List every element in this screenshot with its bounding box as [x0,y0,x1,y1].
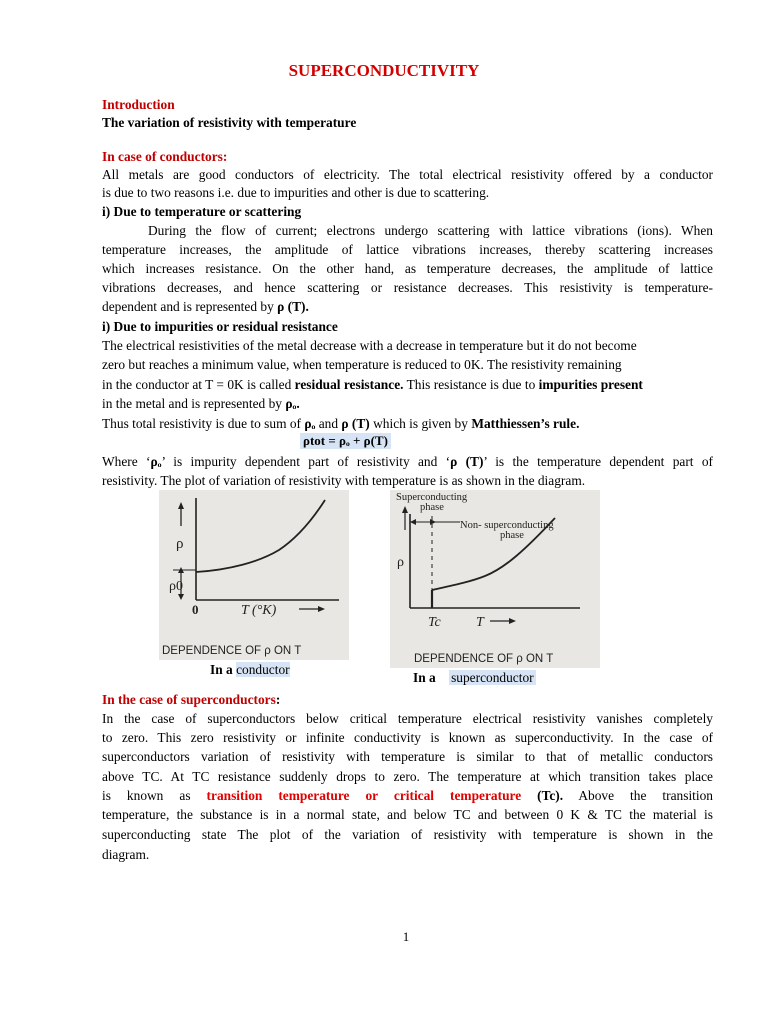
sub2-line4-a: in the metal and is represented by [102,396,286,411]
sc-line6: temperature, the substance is in a normal state, and below TC and between 0 K & TC the material is [102,807,713,822]
superconductors-heading [102,690,713,709]
sum-e: which is given by [369,416,472,431]
sc-tc-label: Tc [428,615,441,630]
sc-line8: diagram. [102,847,150,862]
sc-line1: In the case of superconductors below critical temperature electrical resistivity vanishes completely [102,711,713,726]
conductor-caption-word: conductor [236,662,290,677]
impurities-present-term: impurities present [538,377,643,392]
matthiessen-rule: Matthiessen’s rule. [471,416,580,431]
where-c: ’ is impurity dependent part of resistivity and ‘ [161,454,451,469]
conductor-caption-prefix: In a [210,662,237,677]
sum-rhot: ρ (T) [341,416,370,431]
sub1-line1: During the flow of current; electrons undergo scattering with lattice vibrations (ions). When [148,223,713,238]
sub2-heading: i) Due to impurities or residual resistance [102,319,338,334]
conductor-origin: 0 [192,602,199,617]
sc-figure-caption: DEPENDENCE OF ρ ON T [414,653,554,665]
sub2-line3-a: in the conductor at T = 0K is called [102,377,295,392]
tc-term: (Tc). [521,788,564,803]
sum-c: and [315,416,342,431]
superconductor-plot [390,490,600,668]
sc-line5 [102,786,713,805]
intro-heading: Introduction [102,97,175,112]
conductor-caption [210,662,290,678]
sub1-line5-text: dependent and is represented by [102,299,278,314]
intro-subheading: The variation of resistivity with temperature [102,115,357,130]
sum-rho0: ρₒ [304,416,316,431]
superconductor-figure [390,490,600,668]
conductor-plot [159,490,349,660]
conductors-p1-line2: is due to two reasons i.e. due to impurities and other is due to scattering. [102,185,490,200]
sub2-line2: zero but reaches a minimum value, when temperature is reduced to 0K. The resistivity remaining [102,357,622,372]
sum-a: Thus total resistivity is due to sum of [102,416,305,431]
conductor-x-label: T (°K) [241,603,277,618]
page-number: 1 [402,929,410,944]
nsc-phase-label: Non- superconducting [460,520,554,531]
sc-y-label: ρ [397,555,404,570]
where-e: ’ is the temperature dependent part of [483,454,713,469]
sub1-line2: temperature increases, the amplitude of lattice vibrations increases, thereby scattering increases [102,242,713,257]
conductor-y-label: ρ [176,536,184,552]
superconductor-caption [413,670,536,686]
rho-t-symbol: ρ (T). [277,299,309,314]
sub1-line3: which increases resistance. On the other hand, as temperature decreases, the amplitude of lattice [102,261,713,276]
conductor-rho0-label: ρ0 [169,579,183,594]
sub2-line3 [102,375,713,394]
rho0-symbol: ρₒ. [285,396,300,411]
sc-phase-label-2: phase [420,502,444,513]
sc-line4: above TC. At TC resistance suddenly drops to zero. The temperature at which transition takes place [102,769,713,784]
superconductors-heading-text: In the case of superconductors [102,692,276,707]
sc-line5-d: Above the transition [563,788,713,803]
sc-line5-a: is known as [102,788,207,803]
where-line [102,452,713,471]
where-rhot: ρ (T) [450,454,484,469]
sc-line2: to zero. This zero resistivity or infinite conductivity is known as superconductivity. In the case of [102,730,713,745]
sub2-line3-c: This resistance is due to [403,377,539,392]
conductor-figure-caption: DEPENDENCE OF ρ ON T [162,645,302,657]
sc-phase-label: Superconducting [396,492,468,503]
sub2-line1: The electrical resistivities of the metal decrease with a decrease in temperature but it do not become [102,338,637,353]
sub2-line4 [102,394,713,413]
superconductors-heading-colon: : [275,692,281,707]
where-rho0: ρₒ [150,454,162,469]
page-title: SUPERCONDUCTIVITY [288,61,480,80]
sub1-line4: vibrations decreases, and hence scattering or resistance decreases. This resistivity is temperature- [102,280,713,295]
sc-line3: superconductors variation of resistivity with temperature is similar to that of metallic conductors [102,749,713,764]
sub1-heading: i) Due to temperature or scattering [102,204,302,219]
nsc-phase-label-2: phase [500,530,524,541]
conductors-heading: In case of conductors: [102,149,228,164]
sc-x-label: T [476,615,484,630]
sc-caption-prefix: In a [413,670,440,685]
sum-line [102,414,713,433]
sc-caption-word: superconductor [451,670,534,685]
where-line2: resistivity. The plot of variation of resistivity with temperature is as shown in the diagram. [102,473,586,488]
sub1-line5 [102,297,713,316]
sc-line7: superconducting state The plot of the variation of resistivity with temperature is shown in the [102,827,713,842]
conductors-p1-line1: All metals are good conductors of electricity. The total electrical resistivity offered by a conductor [102,167,713,182]
where-a: Where ‘ [102,454,151,469]
conductor-figure [159,490,349,660]
matthiessen-formula: ρtot = ρₒ + ρ(T) [300,433,391,449]
transition-temperature-term: transition temperature or critical temperature [206,788,522,803]
residual-resistance-term: residual resistance. [294,377,404,392]
